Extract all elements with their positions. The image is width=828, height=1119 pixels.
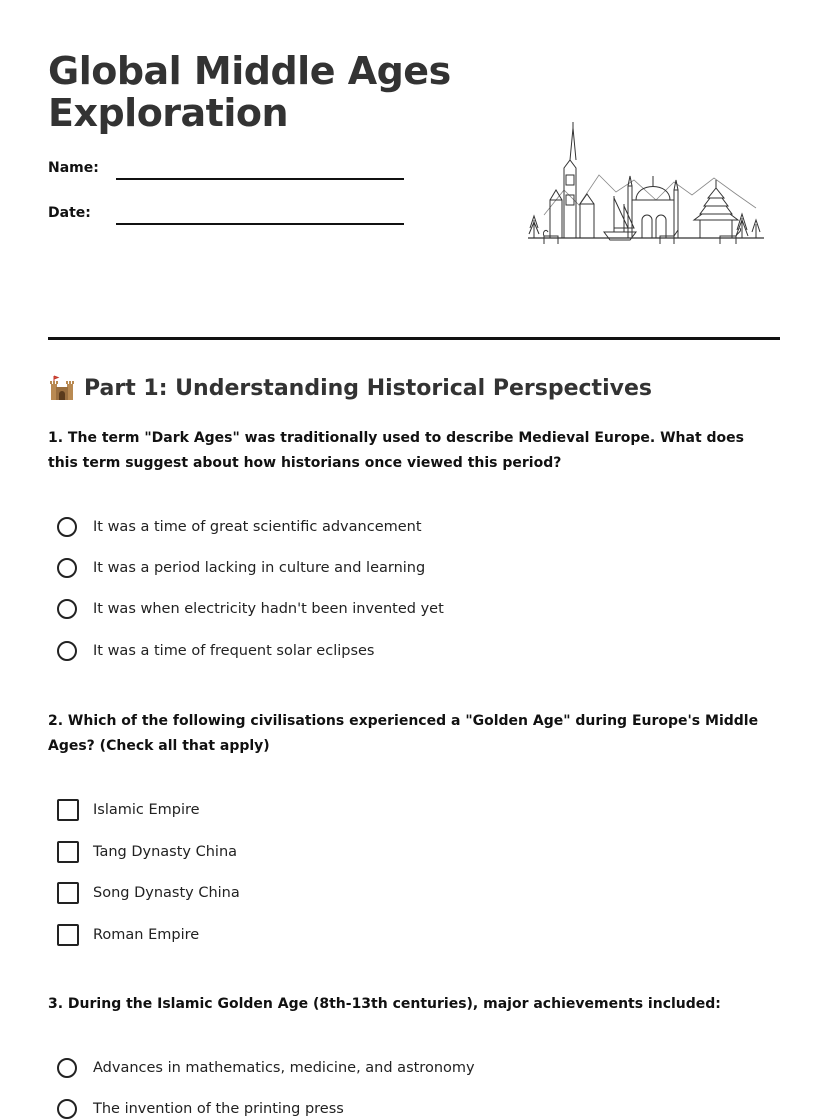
radio-button[interactable] xyxy=(57,599,77,619)
option-label: It was a period lacking in culture and learning xyxy=(93,560,426,576)
q2-option-1[interactable] xyxy=(57,799,200,821)
date-label: Date: xyxy=(48,205,91,221)
date-field xyxy=(48,205,91,221)
worksheet-title xyxy=(48,50,451,134)
title-line-1: Global Middle Ages xyxy=(48,49,451,93)
checkbox[interactable] xyxy=(57,841,79,863)
title-line-2: Exploration xyxy=(48,91,289,135)
q2-option-3[interactable] xyxy=(57,882,240,904)
option-label: It was a time of frequent solar eclipses xyxy=(93,643,375,659)
q2-option-4[interactable] xyxy=(57,924,199,946)
option-label: It was when electricity hadn't been invented yet xyxy=(93,601,444,617)
name-label: Name: xyxy=(48,160,99,176)
part1-heading xyxy=(48,374,652,402)
part1-heading-text: Part 1: Understanding Historical Perspectives xyxy=(84,375,652,401)
castle-icon xyxy=(48,374,76,402)
date-input-line[interactable] xyxy=(116,223,404,225)
question-1-text: 1. The term "Dark Ages" was traditionally used to describe Medieval Europe. What does this term suggest about how historians once viewed this period? xyxy=(48,430,745,471)
medieval-cityscape-illustration xyxy=(524,120,768,254)
radio-button[interactable] xyxy=(57,1058,77,1078)
q1-option-1[interactable] xyxy=(57,517,422,537)
checkbox[interactable] xyxy=(57,882,79,904)
q3-option-1[interactable] xyxy=(57,1058,475,1078)
q1-option-3[interactable] xyxy=(57,599,444,619)
q2-option-2[interactable] xyxy=(57,841,237,863)
radio-button[interactable] xyxy=(57,517,77,537)
option-label: The invention of the printing press xyxy=(93,1101,344,1117)
option-label: Song Dynasty China xyxy=(93,885,240,901)
question-2-text: 2. Which of the following civilisations experienced a "Golden Age" during Europe's Middle Ages? (Check all that apply) xyxy=(48,713,759,754)
checkbox[interactable] xyxy=(57,924,79,946)
option-label: Advances in mathematics, medicine, and astronomy xyxy=(93,1060,475,1076)
option-label: Roman Empire xyxy=(93,927,200,943)
radio-button[interactable] xyxy=(57,558,77,578)
q3-option-2[interactable] xyxy=(57,1099,344,1119)
option-label: Tang Dynasty China xyxy=(93,844,238,860)
q1-option-4[interactable] xyxy=(57,641,375,661)
radio-button[interactable] xyxy=(57,641,77,661)
name-field xyxy=(48,160,99,176)
option-label: Islamic Empire xyxy=(93,802,200,818)
checkbox[interactable] xyxy=(57,799,79,821)
option-label: It was a time of great scientific advancement xyxy=(93,519,422,535)
radio-button[interactable] xyxy=(57,1099,77,1119)
question-3-text: 3. During the Islamic Golden Age (8th-13th centuries), major achievements included: xyxy=(48,996,721,1012)
header-divider xyxy=(48,337,780,340)
name-input-line[interactable] xyxy=(116,178,404,180)
q1-option-2[interactable] xyxy=(57,558,425,578)
